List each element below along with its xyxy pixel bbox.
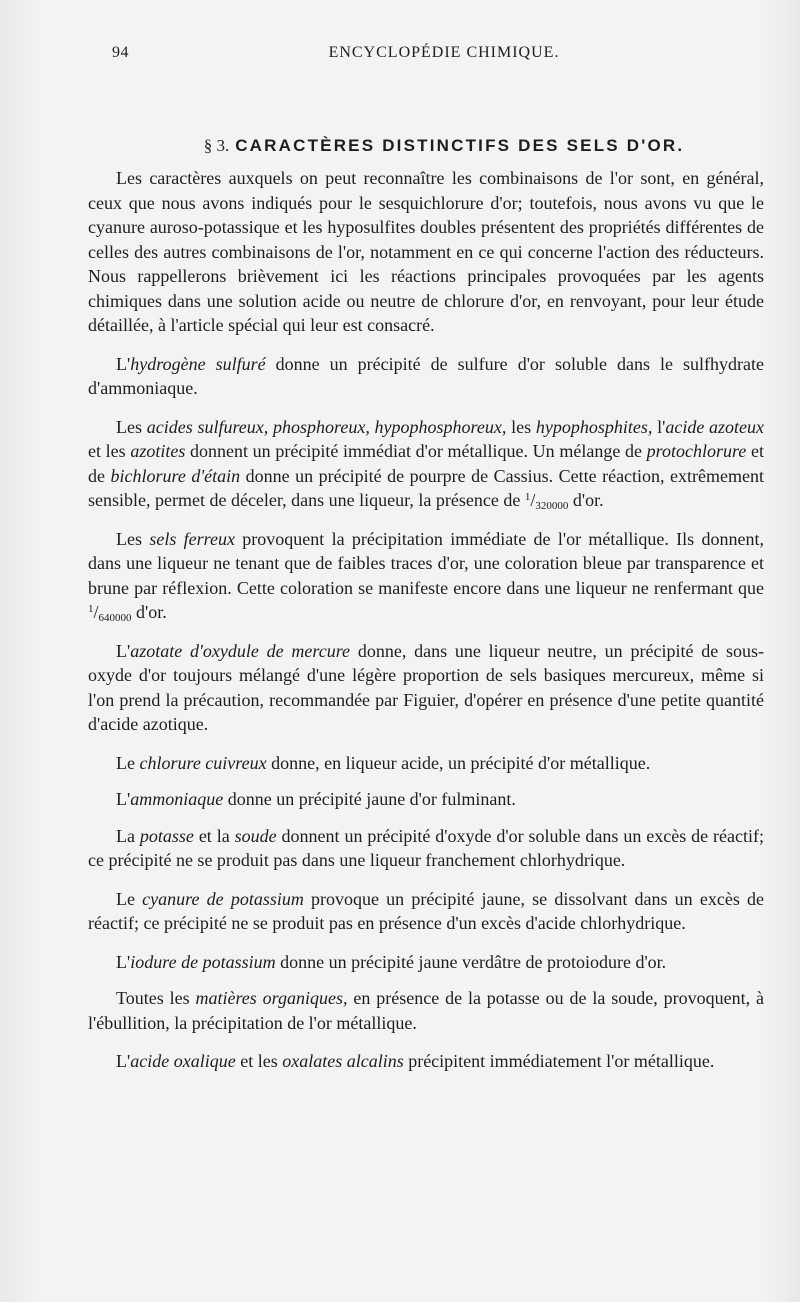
text-run: l': [652, 416, 666, 437]
fraction-denominator: 320000: [535, 500, 569, 512]
reagent-name: iodure de potassium: [130, 951, 276, 972]
fraction-denominator: 640000: [98, 612, 132, 624]
paragraph-sels-ferreux: [88, 527, 764, 625]
paragraph-cyanure-potassium: [88, 887, 764, 936]
text-run: donne un précipité de sulfure d'or soluble dans le sulfhydrate d'ammoniaque.: [88, 353, 764, 398]
running-header: [112, 44, 776, 68]
reagent-name: cyanure de potassium: [142, 888, 304, 909]
text-run: L': [116, 353, 131, 374]
reagent-name: chlorure cuivreux: [139, 752, 267, 773]
text-run: L': [116, 951, 131, 972]
reagent-name: matières organiques,: [195, 988, 348, 1008]
body-text: [88, 166, 764, 1088]
reagent-name: hypophosphites,: [535, 416, 653, 437]
text-run: Les: [116, 528, 150, 549]
text-run: L': [116, 789, 131, 809]
section-title: CARACTÈRES DISTINCTIFS DES SELS D'OR.: [235, 136, 685, 155]
text-run: Le: [116, 888, 143, 909]
paragraph-chlorure-cuivreux: [88, 751, 764, 776]
reagent-name: azotites: [130, 441, 186, 461]
text-run: et les: [88, 441, 131, 461]
reagent-name: azotate d'oxydule de mercure: [130, 640, 351, 661]
reagent-name: oxalates alcalins: [282, 1051, 404, 1071]
page-number: 94: [112, 44, 129, 61]
fraction-numerator: 1: [524, 491, 531, 503]
text-run: L': [116, 640, 131, 661]
text-run: La: [116, 825, 140, 846]
text-run: donne un précipité jaune d'or fulminant.: [223, 789, 516, 809]
text-run: Le: [116, 752, 140, 773]
reagent-name: acide oxalique: [130, 1051, 236, 1071]
text-run: provoque un précipité jaune, se dissolvant dans un excès de réactif; ce précipité ne se produit pas en présence d'un excès d'acide chlorhydrique.: [88, 888, 765, 933]
text-run: provoquent la précipitation immédiate de l'or métallique. Ils donnent, dans une liqueur ne tenant que de faibles traces d'or, une coloration bleue par transparence et brune par réflexion. Cette coloration se manifeste encore dans une liqueur ne renfermant que: [88, 528, 765, 598]
paragraph-iodure-potassium: [88, 950, 764, 975]
reagent-name: acides sulfureux, phosphoreux, hypophosphoreux,: [146, 416, 507, 437]
reagent-name: hydrogène sulfuré: [130, 353, 266, 374]
reagent-name: protochlorure: [646, 441, 747, 461]
text-run: d'or.: [131, 602, 167, 622]
reagent-name: acide azoteux: [665, 416, 765, 437]
reagent-name: bichlorure d'étain: [110, 465, 241, 486]
reagent-name: soude: [234, 825, 277, 846]
text-run: donnent un précipité d'oxyde d'or soluble dans un excès de réactif; ce précipité ne se produit pas dans une liqueur franchement chlorhydrique.: [88, 825, 764, 870]
reagent-name: ammoniaque: [130, 789, 224, 809]
paragraph-intro: Les caractères auxquels on peut reconnaître les combinaisons de l'or sont, en général, ceux que nous avons indiqués pour le sesquichlorure d'or; toutefois, nous avons vu que le cyanure auroso-potassique et les hyposulfites doubles présentent des propriétés différentes de celles des autres combinaisons de l'or, notamment en ce qui concerne l'action des réducteurs. Nous rappellerons brièvement ici les réactions principales provoquées par les agents chimiques dans une solution acide ou neutre de chlorure d'or, en renvoyant, pour leur étude détaillée, à l'article spécial qui leur est consacré.: [88, 168, 764, 335]
paragraph-hydrogene-sulfure: [88, 352, 764, 401]
text-run: et les: [235, 1051, 283, 1071]
text-run: donnent un précipité immédiat d'or métallique. Un mélange de: [185, 441, 647, 461]
text-run: précipitent immédiatement l'or métallique.: [403, 1051, 715, 1071]
fraction: $^1/_{320000}$: [524, 490, 569, 512]
text-run: donne un précipité jaune verdâtre de protoiodure d'or.: [275, 951, 667, 972]
reagent-name: sels ferreux: [149, 528, 235, 549]
section-heading: [112, 136, 776, 156]
paragraph-acides: [88, 415, 764, 513]
text-run: les: [506, 416, 536, 437]
text-run: L': [116, 1051, 131, 1071]
text-run: donne, en liqueur acide, un précipité d'or métallique.: [266, 752, 651, 773]
reagent-name: potasse: [139, 825, 194, 846]
paragraph-matieres-organiques: [88, 986, 764, 1035]
text-run: et de: [88, 441, 764, 486]
paragraph-potasse-soude: [88, 824, 764, 873]
running-title: ENCYCLOPÉDIE CHIMIQUE.: [328, 44, 560, 61]
text-run: d'or.: [568, 490, 604, 510]
text-run: Toutes les: [116, 988, 196, 1008]
text-run: donne, dans une liqueur neutre, un précipité de sous-oxyde d'or toujours mélangé d'une légère proportion de sels basiques mercureux, même si l'on prend la précaution, recommandée par Figuier, d'opérer en présence d'une petite quantité d'acide azotique.: [88, 640, 764, 734]
fraction: $^1/_{640000}$: [88, 602, 132, 624]
text-run: en présence de la potasse ou de la soude, provoquent, à l'ébullition, la précipitation de l'or métallique.: [88, 988, 764, 1033]
paragraph-acide-oxalique: [88, 1049, 764, 1074]
text-run: donne un précipité de pourpre de Cassius. Cette réaction, extrêmement sensible, permet de déceler, dans une liqueur, la présence de: [88, 465, 764, 510]
text-run: Les: [116, 416, 147, 437]
paragraph-azotate-mercure: [88, 639, 764, 737]
paragraph-ammoniaque: [88, 787, 764, 812]
fraction-numerator: 1: [88, 603, 94, 615]
text-run: et la: [193, 825, 235, 846]
section-number: § 3.: [203, 136, 230, 155]
